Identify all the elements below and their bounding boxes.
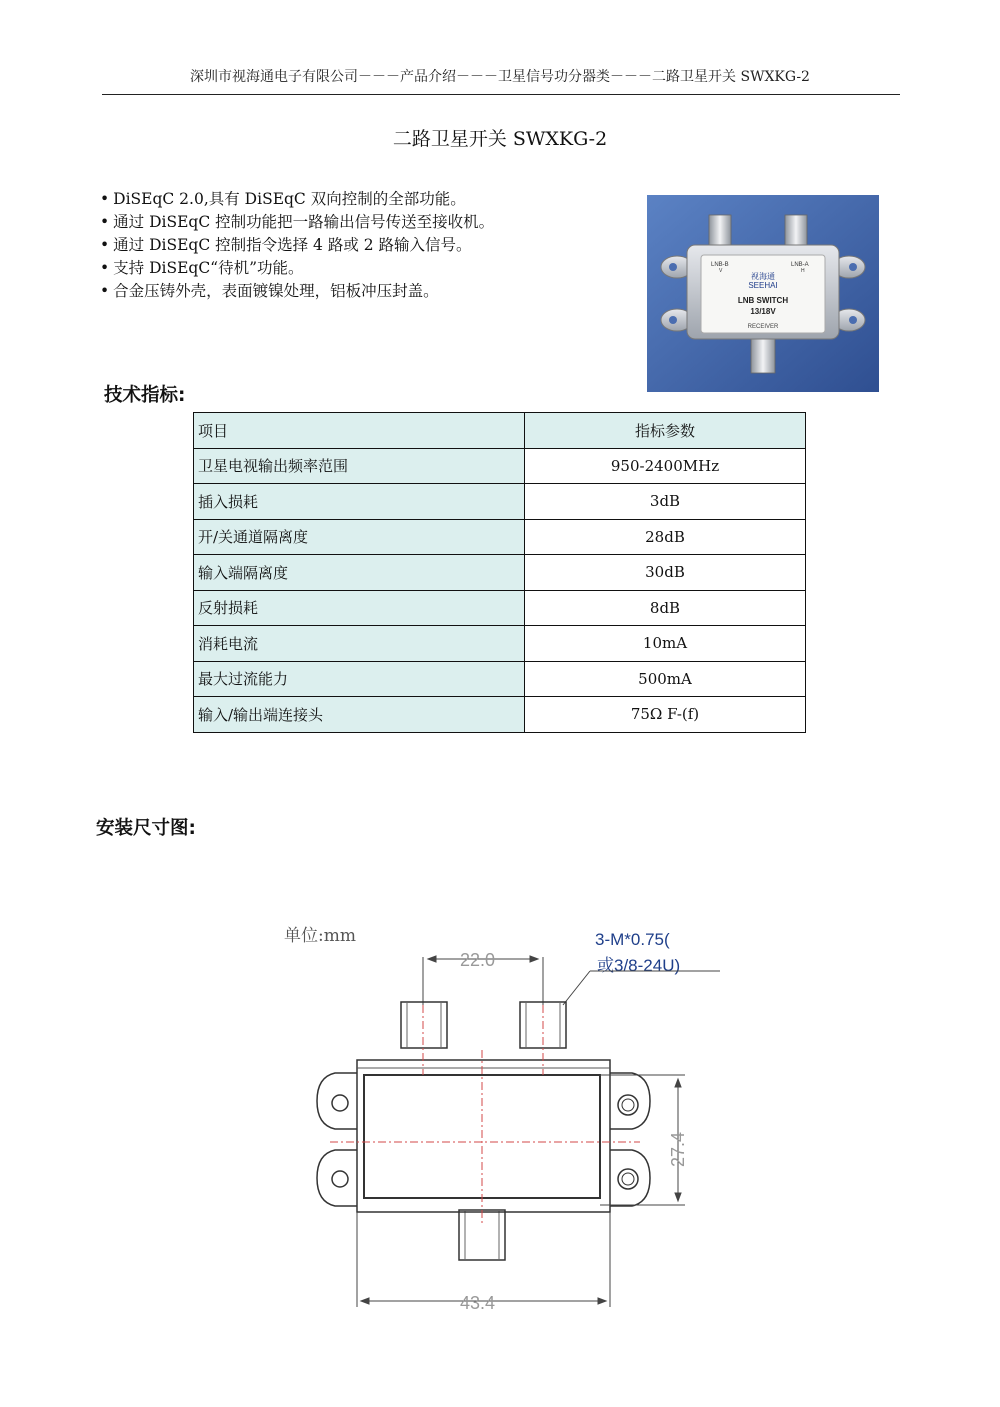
spec-table: [193, 412, 806, 733]
feature-item: • 合金压铸外壳，表面镀镍处理，铝板冲压封盖。: [100, 280, 640, 303]
port-a-sub: H: [801, 268, 805, 274]
table-cell-item: 插入损耗: [194, 484, 525, 520]
table-cell-item: 开/关通道隔离度: [194, 519, 525, 555]
table-cell-item: 最大过流能力: [194, 661, 525, 697]
table-header-row: [194, 413, 806, 449]
table-cell-value: 75Ω F-(f): [525, 697, 806, 733]
table-cell-item: 消耗电流: [194, 626, 525, 662]
table-row: [194, 590, 806, 626]
page-title: 二路卫星开关 SWXKG-2: [392, 128, 608, 150]
receiver-label: RECEIVER: [747, 324, 779, 330]
feature-item: • 通过 DiSEqC 控制指令选择 4 路或 2 路输入信号。: [100, 234, 640, 257]
table-cell-value: 10mA: [525, 626, 806, 662]
table-cell-value: 3dB: [525, 484, 806, 520]
feature-item: • DiSEqC 2.0,具有 DiSEqC 双向控制的全部功能。: [100, 188, 640, 211]
table-header-cell: 指标参数: [525, 413, 806, 449]
drawing-ear: [317, 1073, 357, 1129]
table-row: [194, 555, 806, 591]
table-row: [194, 484, 806, 520]
table-cell-value: 500mA: [525, 661, 806, 697]
feature-list: [100, 188, 640, 303]
thread-spec-line1: 3-M*0.75(: [595, 930, 670, 949]
port-b-label: LNB-B: [711, 262, 729, 268]
voltage-label: 13/18V: [750, 307, 776, 316]
table-header-cell: 项目: [194, 413, 525, 449]
spec-section-title: 技术指标:: [104, 385, 186, 406]
feature-item: • 支持 DiSEqC“待机”功能。: [100, 257, 640, 280]
drawing-ear: [317, 1150, 357, 1206]
table-row: [194, 448, 806, 484]
table-cell-item: 输入/输出端连接头: [194, 697, 525, 733]
table-cell-item: 卫星电视输出频率范围: [194, 448, 525, 484]
dimension-width-value: 43.4: [460, 1293, 496, 1313]
port-a-label: LNB-A: [791, 262, 809, 268]
table-cell-value: 30dB: [525, 555, 806, 591]
drawing-ear: [610, 1073, 650, 1129]
model-label: LNB SWITCH: [737, 296, 789, 305]
table-row: [194, 626, 806, 662]
table-row: [194, 697, 806, 733]
table-cell-value: 950-2400MHz: [525, 448, 806, 484]
dimension-top-value: 22.0: [460, 950, 496, 970]
brand-cn: 视海通: [751, 272, 775, 281]
unit-label: 单位:mm: [284, 926, 356, 946]
thread-leader: [563, 971, 590, 1005]
table-cell-item: 反射损耗: [194, 590, 525, 626]
page-header: 深圳市视海通电子有限公司－－－产品介绍－－－卫星信号功分器类－－－二路卫星开关 SWXKG-2: [190, 69, 810, 85]
dimension-height-value: 27.4: [668, 1131, 688, 1167]
table-row: [194, 519, 806, 555]
drawing-connector-left: [401, 1002, 447, 1048]
dimension-section-title: 安装尺寸图:: [96, 818, 196, 839]
table-cell-item: 输入端隔离度: [194, 555, 525, 591]
dimension-drawing: [260, 905, 740, 1325]
table-row: [194, 661, 806, 697]
drawing-body-outer: [357, 1060, 610, 1212]
port-b-sub: V: [719, 268, 723, 274]
feature-item: • 通过 DiSEqC 控制功能把一路输出信号传送至接收机。: [100, 211, 640, 234]
thread-spec-line2: 或3/8-24U): [597, 956, 681, 975]
brand-en: SEEHAI: [748, 281, 778, 290]
table-cell-value: 28dB: [525, 519, 806, 555]
table-cell-value: 8dB: [525, 590, 806, 626]
header-rule: [102, 94, 900, 95]
product-photo: [647, 195, 879, 392]
drawing-ear: [610, 1150, 650, 1206]
